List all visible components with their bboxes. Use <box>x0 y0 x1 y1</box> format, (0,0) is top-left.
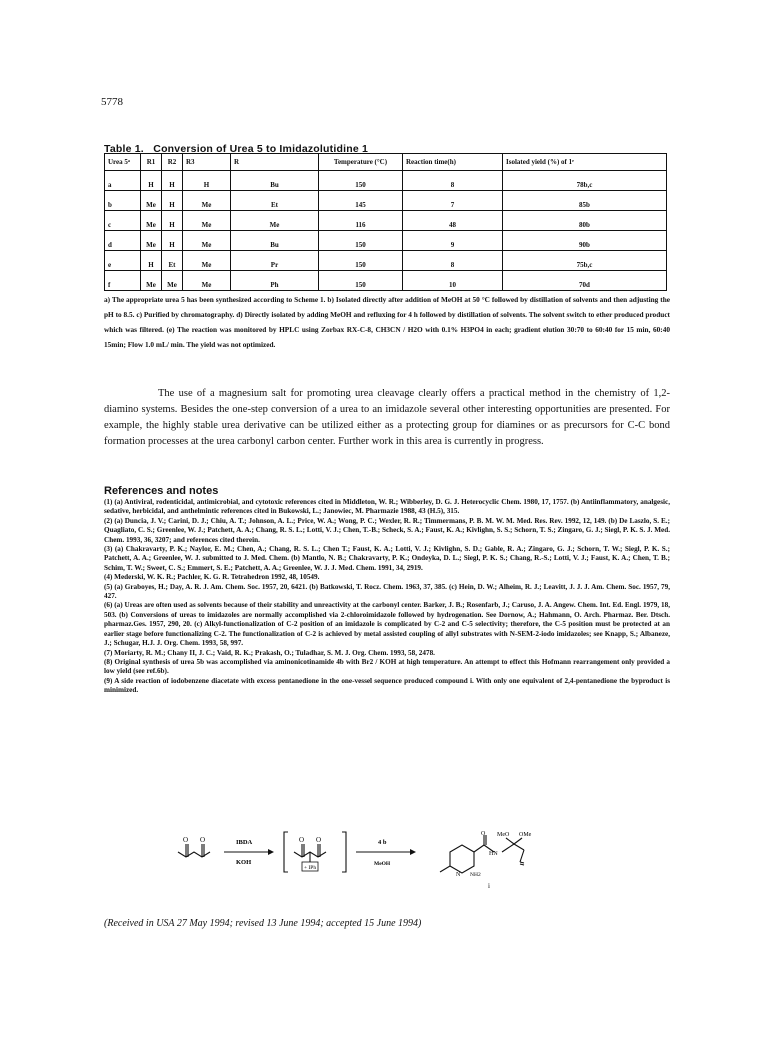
cell-r: Et <box>231 191 319 211</box>
compound-label: i <box>488 882 490 890</box>
cell-time: 10 <box>403 271 503 291</box>
cell-time: 7 <box>403 191 503 211</box>
cell-r: Bu <box>231 171 319 191</box>
cell-temp: 150 <box>319 271 403 291</box>
cell-r: Me <box>231 211 319 231</box>
cell-r2: Et <box>162 251 183 271</box>
cell-time: 48 <box>403 211 503 231</box>
cell-r3: Me <box>183 251 231 271</box>
cell-temp: 150 <box>319 251 403 271</box>
cell-r3: Me <box>183 271 231 291</box>
header-reaction-time: Reaction time(h) <box>403 154 503 171</box>
body-paragraph: The use of a magnesium salt for promoting urea cleavage clearly offers a practical method in the chemistry of 1,2-diamino systems. Besides the one-step conversion of a urea to an imidazole several other interesting opportunities are presented. For example, the highly stable urea derivative can be utilized either as a protecting group for diamines or as precursors for C-C bond formation processes at the urea carbonyl carbon center. Further work in this area is currently in progress. <box>104 388 670 447</box>
cell-urea: b <box>105 191 141 211</box>
cell-r1: Me <box>141 211 162 231</box>
header-temperature: Temperature (°C) <box>319 154 403 171</box>
reference-item: (4) Mederski, W. K. R.; Pachler, K. G. R. Tetrahedron 1992, 48, 10549. <box>104 573 320 582</box>
cell-time: 8 <box>403 171 503 191</box>
header-r3: R3 <box>183 154 231 171</box>
table-title-prefix: Table 1. <box>104 143 144 155</box>
cell-temp: 116 <box>319 211 403 231</box>
hn-label: HN <box>489 851 498 857</box>
cell-urea: c <box>105 211 141 231</box>
cell-yield: 78b,c <box>503 171 667 191</box>
table-row <box>105 211 667 231</box>
product-i-structure <box>440 835 524 873</box>
reagent-ibda: IBDA <box>236 839 253 846</box>
results-table-wrap <box>104 153 666 291</box>
cell-urea: d <box>105 231 141 251</box>
cell-yield: 75b,c <box>503 251 667 271</box>
cell-urea: a <box>105 171 141 191</box>
cell-r2: H <box>162 231 183 251</box>
reference-item: (7) Moriarty, R. M.; Chany II, J. C.; Vaid, R. K.; Prakash, O.; Tuladhar, S. M. J. Org. Chem. 1993, 58, 2478. <box>104 648 435 657</box>
reagent-4b: 4 b <box>378 839 387 846</box>
ome-label: OMe <box>519 832 532 838</box>
cell-r1: H <box>141 171 162 191</box>
table-row <box>105 271 667 291</box>
svg-text:O: O <box>200 836 206 844</box>
cell-time: 9 <box>403 231 503 251</box>
reference-item: (8) Original synthesis of urea 5b was accomplished via aminonicotinamide 4b with Br2 / KOH at high temperature. An attempt to effect this Hofmann rearrangement only provided a low yield (see ref.6b). <box>104 657 670 676</box>
cell-time: 8 <box>403 251 503 271</box>
cell-r: Pr <box>231 251 319 271</box>
nh2-label: NH2 <box>470 872 481 878</box>
cell-r3: H <box>183 171 231 191</box>
cell-r1: Me <box>141 271 162 291</box>
reference-item: (1) (a) Antiviral, rodenticidal, antimicrobial, and cytotoxic references cited in Middleton, W. R.; Wibberley, D. G. J. Heterocyclic Chem. 1980, 17, 1757. (b) Antiinflammatory, analgesic, sedative, herbicidal, and anthelmintic references cited in Bukowski, L.; Janowiec, M. Pharmazie 1988, 43 (H.5), 315. <box>104 498 670 516</box>
svg-text:O: O <box>316 836 322 844</box>
n-label: N <box>456 872 461 878</box>
o-label: O <box>481 831 486 837</box>
cell-r2: H <box>162 211 183 231</box>
iph-label: + IPh <box>304 865 317 871</box>
table-row <box>105 171 667 191</box>
cell-yield: 70d <box>503 271 667 291</box>
table-row <box>105 231 667 251</box>
reagent-koh: KOH <box>236 859 252 866</box>
cell-yield: 85b <box>503 191 667 211</box>
cell-r1: H <box>141 251 162 271</box>
header-isolated-yield: Isolated yield (%) of 1ᵉ <box>503 154 667 171</box>
references-heading: References and notes <box>104 485 219 497</box>
cell-r3: Me <box>183 211 231 231</box>
cell-r3: Me <box>183 231 231 251</box>
cell-temp: 150 <box>319 231 403 251</box>
pentanedione-structure <box>178 844 210 857</box>
reference-item: (2) (a) Duncia, J. V.; Carini, D. J.; Chiu, A. T.; Johnson, A. L.; Price, W. A.; Wong, P. C.; Wexler, R. R.; Timmermans, P. B. M. W. M. Med. Res. Rev. 1992, 12, 149. (b) De Laszlo, S. E.; Quagliato, C. S.; Greenlee, W. J.; Patchett, A. A.; Chang, R. S. L.; Lotti, V. J.; Chen, T.-B.; Scheck, S. A.; Faust, K. A.; Kivlighn, S. S.; Schorn, T. S.; Zingaro, G. J.; Siegl, P. K. S. J. Med. Chem. 1993, 36, 3207; and references cited therein. <box>104 516 670 544</box>
reaction-scheme <box>120 830 680 890</box>
received-dates: (Received in USA 27 May 1994; revised 13 June 1994; accepted 15 June 1994) <box>104 918 422 929</box>
cell-temp: 145 <box>319 191 403 211</box>
cell-r2: Me <box>162 271 183 291</box>
meo-label: MeO <box>497 832 510 838</box>
svg-text:O: O <box>183 836 189 844</box>
table-footnote: a) The appropriate urea 5 has been synthesized according to Scheme 1. b) Isolated directly after addition of MeOH at 50 °C followed by distillation of solvents and then adjusting the pH to 8.5. c) Purified by chromatography. d) Directly isolated by adding MeOH and refluxing for 4 h followed by distillation of solvents. The solvent switch to ether produced product which was filtered. (e) The reaction was monitored by HPLC using Zorbax RX-C-8, CH3CN / H2O with 0.1% H3PO4 in each; gradient elution 30:70 to 60:40 for 15 min, 60:40 15min; Flow 1.0 mL/ min. The yield was not optimized. <box>104 295 670 349</box>
reagent-meoh: MeOH <box>374 861 391 867</box>
cell-r: Bu <box>231 231 319 251</box>
results-table <box>104 153 667 291</box>
table-row <box>105 191 667 211</box>
header-r: R <box>231 154 319 171</box>
cell-r: Ph <box>231 271 319 291</box>
reference-item: (3) (a) Chakravarty, P. K.; Naylor, E. M.; Chen, A.; Chang, R. S. L.; Chen T.; Faust, K. A.; Lotti, V. J.; Kivlighn, S. D.; Gable, R. A.; Zingaro, G. J.; Schorn, T. W.; Siegl, P. K. S.; Patchett, A. A.; Greenlee, W. J. submitted to J. Med. Chem. (b) Mantlo, N. B.; Chakravarty, P. K.; Ondeyka, D. L.; Siegl, P. K. S.; Chang, R.-S.; Lotti, V. J.; Faust, K. A.; Chen, T. B.; Schim, T. W.; Sweet, C. S.; Emmert, S. E.; Patchett, A. A.; Greenlee, W. J. J. Med. Chem. 1991, 34, 2919. <box>104 545 670 572</box>
cell-r1: Me <box>141 231 162 251</box>
cell-r2: H <box>162 171 183 191</box>
header-r2: R2 <box>162 154 183 171</box>
reference-item: (5) (a) Graboyes, H.; Day, A. R. J. Am. Chem. Soc. 1957, 20, 6421. (b) Batkowski, T. Rocz. Chem. 1963, 37, 385. (c) Hein, D. W.; Alheim, R. J.; Leavitt, J. J. J. Am. Chem. Soc. 1957, 79, 427. <box>104 582 670 601</box>
reference-item: (6) (a) Ureas are often used as solvents because of their stability and unreactivity at the carbonyl center. Barker, J. B.; Rosenfarb, J.; Caruso, J. A. Angew. Chem. Int. Ed. Engl. 1979, 18, 503. (b) Conversions of ureas to imidazoles are normally accomplished via 2-chloroimidazole followed by hydrogenation. See Dornow, A.; Hahmann, O. Arch. Pharmaz. Ber. Dtsch. pharmaz.Ges. 1957, 290, 20. (c) Alkyl-functionalization of C-2 position of an imidazole is complicated by C-2 and C-5 selectivity; therefore, the C-5 position must be protected at an earlier stage before functionalizing C-2. The functionalization of C-2 is achieved by metal assisted coupling of allyl substrates with N-SEM-2-iodo imidazoles; see Knapp, S.; Albaneze, J.; Schugar, H.J. J. Org. Chem. 1993, 58, 997. <box>104 601 670 648</box>
cell-yield: 80b <box>503 211 667 231</box>
table-row <box>105 251 667 271</box>
cell-yield: 90b <box>503 231 667 251</box>
header-r1: R1 <box>141 154 162 171</box>
cell-r1: Me <box>141 191 162 211</box>
cell-temp: 150 <box>319 171 403 191</box>
table-header-row <box>105 154 667 171</box>
cell-urea: e <box>105 251 141 271</box>
references-list <box>104 498 670 696</box>
table-title-rest: Conversion of Urea 5 to Imidazolutidine 1 <box>153 143 369 155</box>
cell-r3: Me <box>183 191 231 211</box>
header-urea: Urea 5ᵃ <box>105 154 141 171</box>
svg-text:O: O <box>299 836 305 844</box>
reference-item: (9) A side reaction of iodobenzene diacetate with excess pentanedione in the one-vessel sequence produced compound i. With only one equivalent of 2,4-pentanedione the byproduct is minimized. <box>104 676 670 695</box>
cell-r2: H <box>162 191 183 211</box>
table-body <box>105 171 667 291</box>
cell-urea: f <box>105 271 141 291</box>
page-number: 5778 <box>101 96 123 108</box>
